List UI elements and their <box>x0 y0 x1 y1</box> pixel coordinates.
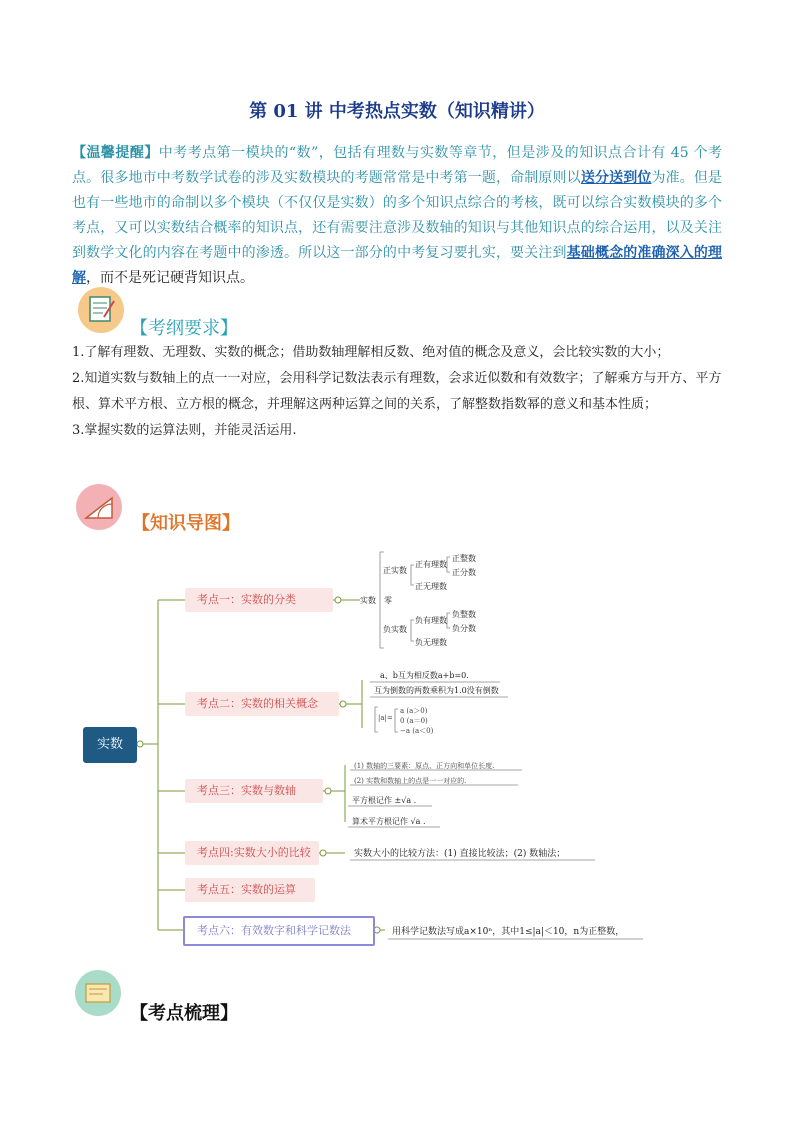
intro-text-3: ，而不是死记硬背知识点。 <box>86 270 254 286</box>
requirement-item: 3.掌握实数的运算法则，并能灵活运用. <box>72 423 297 438</box>
leaf-fuwu: 负无理数 <box>415 638 447 647</box>
concept-opposite: a、b互为相反数a+b=0. <box>380 671 469 680</box>
requirement-item: 1.了解有理数、无理数、实数的概念；借助数轴理解相反数、绝对值的概念及意义，会比较实数的大小； <box>72 345 670 360</box>
axis-line-1: (1) 数轴的三要素：原点、正方向和单位长度. <box>354 762 495 770</box>
section-requirements-title: 【考纲要求】 <box>130 318 238 339</box>
axis-line-2: (2) 实数和数轴上的点是一一对应的. <box>354 777 467 785</box>
mindmap-root: 实数 <box>83 727 137 763</box>
intro-label: 【温馨提醒】 <box>72 145 159 161</box>
intro-text-2: 为准。但是也有一些地市的命制以多个模块（不仅仅是实数）的多个知识点综合的考核，既可以综合实数模块的多个考点，又可以实数结合概率的知识点，还有需要注意涉及数轴的知识与其他知识点的综合运用，以及关注到数学文化的内容在考题中的渗透。所以这一部分的中考复习要扎实，要关注到 <box>72 170 723 261</box>
mindmap-node-4: 考点四:实数大小的比较 <box>185 841 319 865</box>
mindmap-node-5: 考点五：实数的运算 <box>185 878 315 902</box>
section-map-title: 【知识导图】 <box>132 513 240 534</box>
compare-methods: 实数大小的比较方法：(1) 直接比较法；(2) 数轴法； <box>354 849 566 859</box>
requirement-item: 2.知道实数与数轴上的点一一对应，会用科学记数法表示有理数，会求近似数和有效数字；了解乘方与开方、平方根、算术平方根、立方根的概念，并理解这两种运算之间的关系，了解整数指数幂的意义和基本性质； <box>72 371 722 412</box>
mindmap-node-1: 考点一：实数的分类 <box>185 588 333 612</box>
leaf-zhengyou: 正有理数 <box>415 560 447 569</box>
leaf-zhengfen: 正分数 <box>452 568 476 577</box>
axis-line-3: 平方根记作 ±√a . <box>352 796 417 805</box>
abs-case-3: −a (a＜0) <box>400 727 434 735</box>
mindmap-node-6: 考点六：有效数字和科学记数法 <box>183 916 375 946</box>
leaf-ling: 零 <box>384 596 392 605</box>
leaf-zheng: 正实数 <box>383 566 407 575</box>
leaf-zhengzheng: 正整数 <box>452 554 476 563</box>
intro-highlight-1: 送分送到位 <box>580 170 652 186</box>
section-keypoints-title: 【考点梳理】 <box>130 1003 238 1024</box>
leaf-fufen: 负分数 <box>452 624 476 633</box>
intro-text-1: 中考考点第一模块的“数”，包括有理数与实数等章节，但是涉及的知识点合计有 45 个考点。很多地市中考数学试卷的涉及实数模块的考题常常是中考第一题，命制原则以 <box>72 145 722 186</box>
leaf-fuzheng: 负整数 <box>452 610 476 619</box>
sci-notation: 用科学记数法写成a×10ⁿ，其中1≤|a|＜10，n为正整数， <box>392 927 625 937</box>
page-title: 第 01 讲 中考热点实数（知识精讲） <box>249 101 545 122</box>
abs-label: |a|= <box>378 714 393 722</box>
leaf-shishu: 实数 <box>360 596 376 605</box>
axis-line-4: 算术平方根记作 √a . <box>352 817 426 826</box>
key-points-icon <box>75 970 121 1016</box>
leaf-fu: 负实数 <box>383 625 407 634</box>
intro-highlight-2: 基础概念的准确深入的理解 <box>72 245 723 286</box>
mindmap-node-3: 考点三：实数与数轴 <box>185 779 323 803</box>
concept-reciprocal: 互为倒数的两数乘积为1.0没有倒数 <box>374 686 499 695</box>
leaf-zhengwu: 正无理数 <box>415 582 447 591</box>
abs-case-1: a (a＞0) <box>400 707 428 715</box>
abs-case-2: 0 (a＝0) <box>400 717 428 725</box>
leaf-fuyou: 负有理数 <box>415 616 447 625</box>
mindmap-node-2: 考点二：实数的相关概念 <box>185 692 339 716</box>
